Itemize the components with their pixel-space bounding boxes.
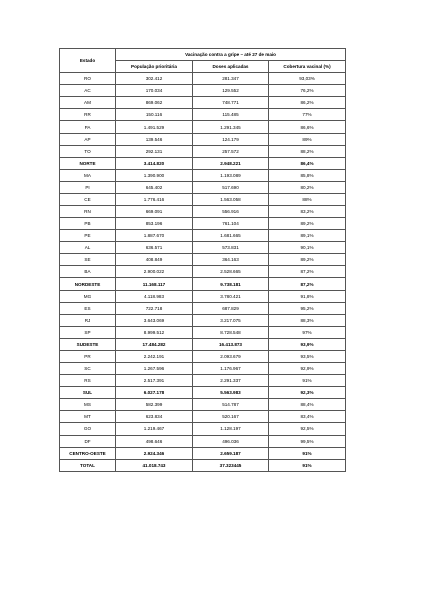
cell-doses: 2.528.665	[193, 266, 269, 278]
cell-cobertura: 88,4%	[269, 399, 346, 411]
cell-doses: 3.217.075	[193, 314, 269, 326]
cell-estado: ES	[60, 302, 116, 314]
table-row	[60, 133, 346, 145]
table-row-subtotal	[60, 338, 346, 350]
table-row	[60, 375, 346, 387]
cell-populacao: 170.034	[116, 85, 193, 97]
cell-populacao: 6.027.178	[116, 387, 193, 399]
table-row	[60, 423, 346, 435]
cell-doses: 687.829	[193, 302, 269, 314]
cell-doses: 124.179	[193, 133, 269, 145]
cell-doses: 3.780.421	[193, 290, 269, 302]
table-row	[60, 193, 346, 205]
cell-cobertura: 88,3%	[269, 314, 346, 326]
cell-estado: AL	[60, 242, 116, 254]
cell-populacao: 1.267.596	[116, 363, 193, 375]
table-row	[60, 350, 346, 362]
table-row	[60, 230, 346, 242]
cell-cobertura: 87,2%	[269, 266, 346, 278]
table-row	[60, 326, 346, 338]
cell-cobertura: 88,2%	[269, 145, 346, 157]
cell-populacao: 623.834	[116, 411, 193, 423]
cell-populacao: 582.399	[116, 399, 193, 411]
table-row	[60, 399, 346, 411]
cell-cobertura: 89%	[269, 133, 346, 145]
cell-cobertura: 83,2%	[269, 206, 346, 218]
cell-populacao: 1.776.416	[116, 193, 193, 205]
table-row	[60, 266, 346, 278]
cell-populacao: 669.091	[116, 206, 193, 218]
cell-cobertura: 93,03%	[269, 73, 346, 85]
table-row	[60, 169, 346, 181]
cell-populacao: 3.414.820	[116, 157, 193, 169]
cell-estado: SE	[60, 254, 116, 266]
cell-estado: MG	[60, 290, 116, 302]
cell-populacao: 41.018.743	[116, 459, 193, 471]
vaccination-table	[59, 48, 346, 472]
cell-cobertura: 93,5%	[269, 350, 346, 362]
cell-estado: RS	[60, 375, 116, 387]
cell-populacao: 722.718	[116, 302, 193, 314]
cell-estado: SUDESTE	[60, 338, 116, 350]
cell-doses: 2.093.679	[193, 350, 269, 362]
group-header: Vacinação contra a gripe – até 27 de maio	[116, 49, 346, 61]
cell-doses: 9.738.181	[193, 278, 269, 290]
cell-doses: 16.413.873	[193, 338, 269, 350]
cell-cobertura: 92,5%	[269, 423, 346, 435]
cell-doses: 1.176.967	[193, 363, 269, 375]
cell-estado: PA	[60, 121, 116, 133]
cell-doses: 1.128.197	[193, 423, 269, 435]
cell-populacao: 139.546	[116, 133, 193, 145]
cell-populacao: 2.900.022	[116, 266, 193, 278]
cell-cobertura: 87,2%	[269, 278, 346, 290]
cell-populacao: 498.646	[116, 435, 193, 447]
doses-header: Doses aplicadas	[193, 61, 269, 73]
table-row-subtotal	[60, 278, 346, 290]
cell-doses: 1.563.058	[193, 193, 269, 205]
cell-doses: 37.323445	[193, 459, 269, 471]
table-row	[60, 254, 346, 266]
cell-estado: MT	[60, 411, 116, 423]
cell-populacao: 2.924.346	[116, 447, 193, 459]
cell-doses: 1.291.345	[193, 121, 269, 133]
cell-doses: 556.916	[193, 206, 269, 218]
table-row	[60, 290, 346, 302]
cell-doses: 496.036	[193, 435, 269, 447]
cell-populacao: 3.643.069	[116, 314, 193, 326]
cell-estado: SUL	[60, 387, 116, 399]
cell-estado: GO	[60, 423, 116, 435]
cell-estado: NORDESTE	[60, 278, 116, 290]
cell-doses: 514.787	[193, 399, 269, 411]
cell-doses: 520.167	[193, 411, 269, 423]
cell-estado: PI	[60, 181, 116, 193]
cell-doses: 748.771	[193, 97, 269, 109]
cell-doses: 761.104	[193, 218, 269, 230]
cell-estado: PB	[60, 218, 116, 230]
cell-populacao: 853.196	[116, 218, 193, 230]
cell-cobertura: 85,8%	[269, 169, 346, 181]
cell-cobertura: 92,3%	[269, 387, 346, 399]
cell-populacao: 1.219.467	[116, 423, 193, 435]
cell-populacao: 1.390.900	[116, 169, 193, 181]
cell-doses: 517.690	[193, 181, 269, 193]
cell-populacao: 2.517.391	[116, 375, 193, 387]
cell-estado: AM	[60, 97, 116, 109]
cell-doses: 2.948.221	[193, 157, 269, 169]
table-row	[60, 411, 346, 423]
cell-populacao: 1.491.529	[116, 121, 193, 133]
table-row	[60, 218, 346, 230]
table-row	[60, 314, 346, 326]
table-row	[60, 109, 346, 121]
table-row	[60, 85, 346, 97]
cell-populacao: 292.131	[116, 145, 193, 157]
cell-populacao: 869.062	[116, 97, 193, 109]
cell-doses: 1.193.089	[193, 169, 269, 181]
cell-cobertura: 91%	[269, 447, 346, 459]
cell-cobertura: 92,9%	[269, 363, 346, 375]
cell-cobertura: 76,2%	[269, 85, 346, 97]
cell-populacao: 302.412	[116, 73, 193, 85]
cell-cobertura: 90,1%	[269, 242, 346, 254]
cell-cobertura: 86,2%	[269, 97, 346, 109]
cell-cobertura: 95,2%	[269, 302, 346, 314]
cell-populacao: 17.484.282	[116, 338, 193, 350]
cell-populacao: 11.168.117	[116, 278, 193, 290]
cell-estado: AC	[60, 85, 116, 97]
cell-doses: 2.659.187	[193, 447, 269, 459]
table-row	[60, 206, 346, 218]
table-row	[60, 363, 346, 375]
cell-populacao: 408.849	[116, 254, 193, 266]
cell-cobertura: 91,8%	[269, 290, 346, 302]
cell-estado: SP	[60, 326, 116, 338]
table-row-subtotal	[60, 157, 346, 169]
cell-doses: 115.485	[193, 109, 269, 121]
cell-estado: CE	[60, 193, 116, 205]
cell-cobertura: 91%	[269, 375, 346, 387]
cell-cobertura: 86,4%	[269, 157, 346, 169]
cell-estado: RN	[60, 206, 116, 218]
cell-cobertura: 86,6%	[269, 121, 346, 133]
cell-doses: 2.291.337	[193, 375, 269, 387]
cell-doses: 281.347	[193, 73, 269, 85]
cell-estado: RJ	[60, 314, 116, 326]
cell-estado: PE	[60, 230, 116, 242]
cell-estado: BA	[60, 266, 116, 278]
cell-populacao: 636.571	[116, 242, 193, 254]
cell-cobertura: 93,9%	[269, 338, 346, 350]
cell-cobertura: 99,5%	[269, 435, 346, 447]
cell-doses: 573.831	[193, 242, 269, 254]
cell-cobertura: 88%	[269, 193, 346, 205]
cell-cobertura: 89,2%	[269, 254, 346, 266]
cell-doses: 8.728.548	[193, 326, 269, 338]
cell-cobertura: 83,4%	[269, 411, 346, 423]
table-row-subtotal	[60, 459, 346, 471]
cell-estado: RR	[60, 109, 116, 121]
table-header	[60, 49, 346, 73]
cell-cobertura: 89,1%	[269, 230, 346, 242]
table-row	[60, 181, 346, 193]
cell-estado: RO	[60, 73, 116, 85]
table-row	[60, 97, 346, 109]
cell-doses: 257.572	[193, 145, 269, 157]
cell-populacao: 150.116	[116, 109, 193, 121]
table-row	[60, 242, 346, 254]
table-row-subtotal	[60, 387, 346, 399]
table-row-subtotal	[60, 447, 346, 459]
populacao-header: População prioritária	[116, 61, 193, 73]
table-row	[60, 121, 346, 133]
cell-cobertura: 97%	[269, 326, 346, 338]
cell-cobertura: 77%	[269, 109, 346, 121]
cell-populacao: 1.887.670	[116, 230, 193, 242]
cell-estado: SC	[60, 363, 116, 375]
table-row	[60, 145, 346, 157]
cell-estado: NORTE	[60, 157, 116, 169]
cell-estado: TOTAL	[60, 459, 116, 471]
table-row	[60, 435, 346, 447]
cell-doses: 129.552	[193, 85, 269, 97]
cell-estado: MS	[60, 399, 116, 411]
cell-estado: CENTRO-OESTE	[60, 447, 116, 459]
cell-doses: 364.163	[193, 254, 269, 266]
cell-estado: DF	[60, 435, 116, 447]
cell-doses: 1.681.665	[193, 230, 269, 242]
cell-doses: 5.563.983	[193, 387, 269, 399]
cell-estado: TO	[60, 145, 116, 157]
estado-header: Estado	[60, 49, 116, 73]
table-body	[60, 73, 346, 472]
cell-populacao: 4.118.983	[116, 290, 193, 302]
cell-estado: AP	[60, 133, 116, 145]
cell-populacao: 8.999.512	[116, 326, 193, 338]
cell-cobertura: 91%	[269, 459, 346, 471]
table-row	[60, 302, 346, 314]
cell-populacao: 2.242.191	[116, 350, 193, 362]
cell-cobertura: 89,2%	[269, 218, 346, 230]
cobertura-header: Cobertura vacinal (%)	[269, 61, 346, 73]
table-row	[60, 73, 346, 85]
cell-populacao: 645.402	[116, 181, 193, 193]
cell-estado: MA	[60, 169, 116, 181]
cell-cobertura: 80,2%	[269, 181, 346, 193]
cell-estado: PR	[60, 350, 116, 362]
